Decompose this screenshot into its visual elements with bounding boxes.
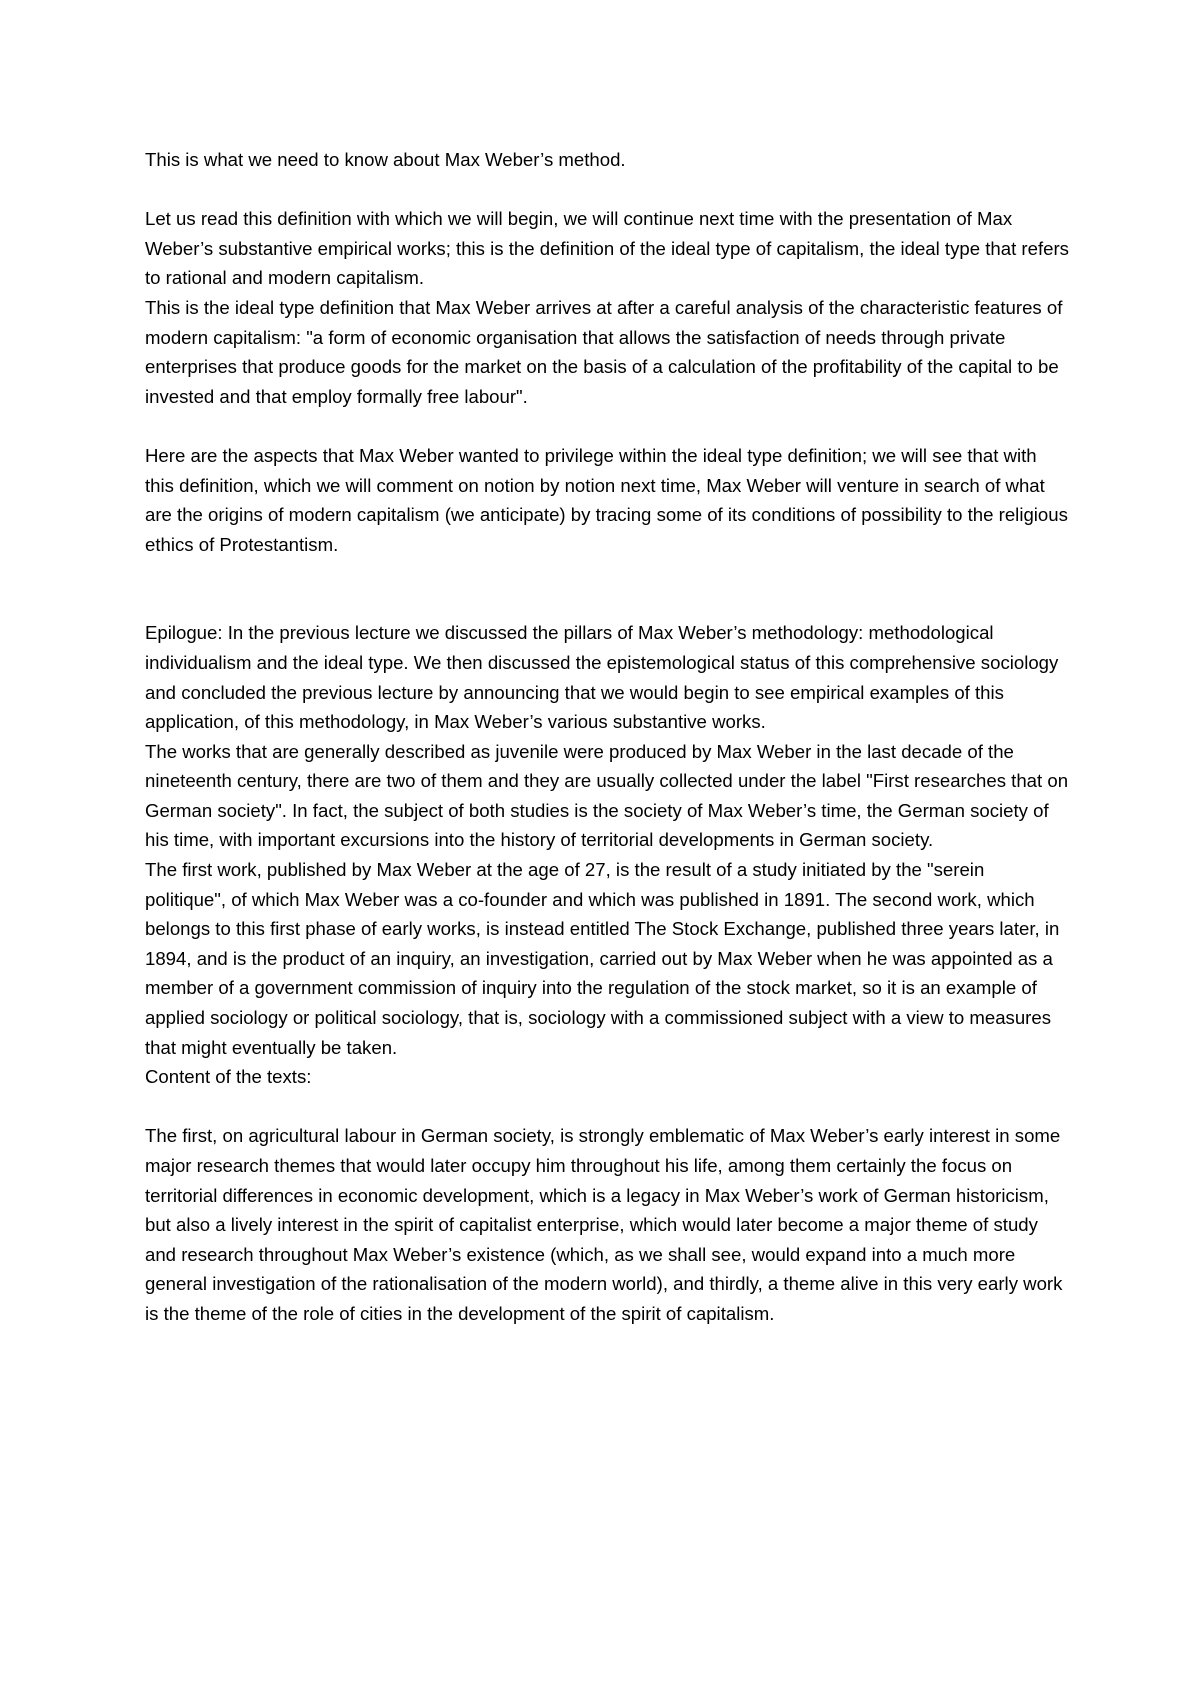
paragraph-first-work: The first work, published by Max Weber at the age of 27, is the result of a study initiated by the "serein politique", of which Max Weber was a co-founder and which was published in 1891. The second work, which belongs to this first phase of early works, is instead entitled The Stock Exchange, published three years later, in 1894, and is the product of an inquiry, an investigation, carried out by Max Weber when he was appointed as a member of a government commission of inquiry into the regulation of the stock market, so it is an example of applied sociology or political sociology, that is, sociology with a commissioned subject with a view to measures that might eventually be taken. <box>145 859 1060 1058</box>
paragraph-intro: This is what we need to know about Max Weber’s method. <box>145 149 626 170</box>
paragraph-juvenile-works: The works that are generally described as juvenile were produced by Max Weber in the last decade of the nineteenth century, there are two of them and they are usually collected under the label "First researches that on German society". In fact, the subject of both studies is the society of Max Weber’s time, the German society of his time, with important excursions into the history of territorial developments in German society. <box>145 740 1069 851</box>
paragraph-epilogue: Epilogue: In the previous lecture we discussed the pillars of Max Weber’s methodology: methodological individualism and the ideal type. We then discussed the epistemological status of this comprehensive sociology and concluded the previous lecture by announcing that we would begin to see empirical examples of this application, of this methodology, in Max Weber’s various substantive works. <box>145 622 1059 733</box>
document-body <box>145 145 1070 1329</box>
paragraph-agricultural-labour: The first, on agricultural labour in German society, is strongly emblematic of Max Weber’s early interest in some major research themes that would later occupy him throughout his life, among them certainly the focus on territorial differences in economic development, which is a legacy in Max Weber’s work of German historicism, but also a lively interest in the spirit of capitalist enterprise, which would later become a major theme of study and research throughout Max Weber’s existence (which, as we shall see, would expand into a much more general investigation of the rationalisation of the modern world), and thirdly, a theme alive in this very early work is the theme of the role of cities in the development of the spirit of capitalism. <box>145 1125 1063 1324</box>
section-spacer <box>145 559 1070 618</box>
paragraph-definition-intro: Let us read this definition with which we will begin, we will continue next time with the presentation of Max Weber’s substantive empirical works; this is the definition of the ideal type of capitalism, the ideal type that refers to rational and modern capitalism. <box>145 208 1069 289</box>
paragraph-spacer <box>145 175 1070 205</box>
paragraph-aspects: Here are the aspects that Max Weber wanted to privilege within the ideal type definition; we will see that with this definition, which we will comment on notion by notion next time, Max Weber will venture in search of what are the origins of modern capitalism (we anticipate) by tracing some of its conditions of possibility to the religious ethics of Protestantism. <box>145 444 1068 555</box>
paragraph-spacer <box>145 411 1070 441</box>
paragraph-content-heading: Content of the texts: <box>145 1066 312 1088</box>
paragraph-ideal-type-definition: This is the ideal type definition that Max Weber arrives at after a careful analysis of the characteristic features of modern capitalism: "a form of economic organisation that allows the satisfaction of needs through private enterprises that produce goods for the market on the basis of a calculation of the profitability of the capital to be invested and that employ formally free labour". <box>145 296 1063 407</box>
paragraph-spacer <box>145 1092 1070 1122</box>
